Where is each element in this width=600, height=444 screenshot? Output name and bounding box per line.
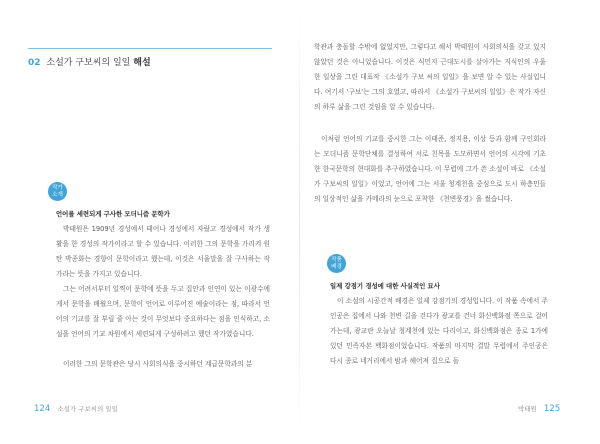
left-footer: [34, 404, 118, 414]
section-heading-author: 언어를 세련되게 구사한 모더니즘 문학가: [56, 210, 170, 218]
paragraph: 학관과 충돌할 수밖에 없었지만, 그렇다고 해서 박태원이 사회의식을 갖고 있지 않았던 것은 아니었습니다. 이것은 식민지 근대도시를 살아가는 지식인의 우울한 일상을 그린 대표작 《소설가 구보 씨의 일일》을 보면 알 수 있는 사실입니다. 여기서 '구보'는 그의 호였고, 따라서 《소설가 구보씨의 일일》은 작가 자신의 하루 삶을 그린 것임을 알 수 있습니다.: [314, 43, 546, 111]
chapter-number: 02: [28, 58, 41, 68]
right-page: [300, 0, 600, 444]
paragraph: 이러한 그의 문학관은 당시 사회의식을 중시하던 계급문학과의 분: [63, 360, 253, 368]
paragraph: 그는 어려서부터 일찍이 문학에 뜻을 두고 집안과 인연이 있는 이광수에게서 문학을 배웠으며, 문학이 언어로 이루어진 예술이라는 점, 따라서 언어의 기교를 잘 부릴 줄 아는 것이 무엇보다 중요하다는 점을 인식하고, 소설을 언어의 기교 차원에서 세련되게 구성하려고 했던 작가였습니다.: [56, 285, 270, 338]
paragraph: 이처럼 언어의 기교를 중시한 그는 이태준, 정지용, 이상 등과 함께 구인회라는 모더니즘 문학단체를 결성하여 서로 친목을 도모하면서 언어의 시각에 기초한 한국문학의 현대화를 추구하였습니다. 이 무렵에 그가 쓴 소설이 바로 《소설가 구보씨의 일일》이었고, 언어에 그는 서울 청계천을 중심으로 도시 하층민들의 일상적인 삶을 카메라의 눈으로 포착한 《천변풍경》을 썼습니다.: [314, 135, 546, 203]
paragraph: 이 소설의 시공간적 배경은 일제 강점기의 경성입니다. 이 작품 속에서 주인공은 집에서 나와 천변 길을 걷다가 광교를 건너 화신백화점 쪽으로 걸어가는데, 광교란 오늘날 청계천에 있는 다리이고, 화신백화점은 종로 1가에 있던 민족자본 백화점이었습니다. 작품의 마지막 결말 무렵에서 주인공은 다시 종로 네거리에서 밤과 헤어져 집으로 돌: [330, 297, 548, 365]
page-number: 125: [543, 404, 561, 414]
running-title: 박태원: [518, 405, 537, 413]
badge-line1: 작품: [331, 256, 342, 263]
chapter-name: 소설가 구보씨의 일일: [46, 58, 131, 68]
section-badge-background: [327, 254, 346, 273]
badge-line1: 작가: [52, 184, 63, 191]
badge-line2: 배경: [331, 263, 342, 270]
right-footer: [518, 404, 560, 414]
paragraph: 박태원은 1909년 경성에서 태어나 경성에서 자랐고 경성에서 작가 생활을 한 경성의 작가이라고 할 수 있습니다. 이러한 그의 문학을 가리켜 원탄 박종화는 경향이 문학이라고 했는데, 이것은 서울말을 잘 구사하는 작가라는 뜻을 가지고 있습니다.: [56, 225, 270, 278]
running-title: 소설가 구보씨의 일일: [57, 405, 118, 413]
section-heading-background: 일제 강점기 경성에 대한 사실적인 묘사: [330, 282, 440, 290]
chapter-title: [28, 55, 151, 68]
page-number: 124: [34, 404, 51, 414]
chapter-rule: [28, 48, 272, 49]
chapter-emphasis: 해설: [133, 58, 151, 68]
badge-line2: 소개: [52, 191, 63, 198]
section-badge-author: [48, 182, 67, 201]
